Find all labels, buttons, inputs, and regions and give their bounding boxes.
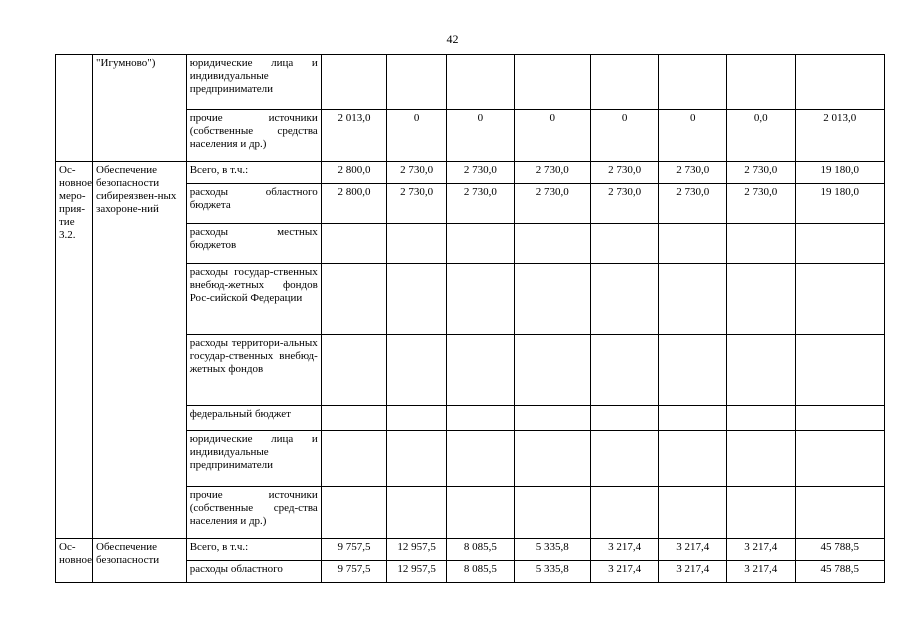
year-value-cell bbox=[514, 431, 590, 487]
year-value-cell bbox=[514, 224, 590, 264]
funding-source-label: юридические лица и индивидуальные предприниматели bbox=[186, 431, 321, 487]
year-value-cell: 2 730,0 bbox=[726, 162, 795, 184]
year-value-cell bbox=[590, 335, 659, 406]
year-value-cell bbox=[321, 487, 386, 539]
funding-source-label: прочие источники (собственные сред-ства населения и др.) bbox=[186, 487, 321, 539]
page-number: 42 bbox=[446, 32, 459, 46]
funding-source-label: юридические лица и индивидуальные предприниматели bbox=[186, 55, 321, 110]
year-value-cell: 9 757,5 bbox=[321, 561, 386, 583]
year-value-cell bbox=[590, 431, 659, 487]
year-value-cell bbox=[447, 224, 515, 264]
total-value-cell: 45 788,5 bbox=[795, 539, 884, 561]
year-value-cell bbox=[514, 335, 590, 406]
funding-source-label: расходы областного бюджета bbox=[186, 184, 321, 224]
year-value-cell bbox=[321, 406, 386, 431]
year-value-cell bbox=[590, 55, 659, 110]
year-value-cell: 3 217,4 bbox=[726, 561, 795, 583]
funding-source-label: Всего, в т.ч.: bbox=[186, 539, 321, 561]
year-value-cell: 3 217,4 bbox=[659, 561, 727, 583]
total-value-cell bbox=[795, 55, 884, 110]
year-value-cell bbox=[447, 487, 515, 539]
total-value-cell: 19 180,0 bbox=[795, 184, 884, 224]
total-value-cell: 2 013,0 bbox=[795, 110, 884, 162]
year-value-cell: 0 bbox=[659, 110, 727, 162]
total-value-cell: 45 788,5 bbox=[795, 561, 884, 583]
year-value-cell bbox=[321, 55, 386, 110]
budget-table bbox=[55, 54, 885, 583]
year-value-cell: 12 957,5 bbox=[387, 561, 447, 583]
total-value-cell bbox=[795, 335, 884, 406]
total-value-cell bbox=[795, 431, 884, 487]
year-value-cell: 0 bbox=[387, 110, 447, 162]
year-value-cell: 12 957,5 bbox=[387, 539, 447, 561]
year-value-cell bbox=[387, 406, 447, 431]
measure-code: Ос-новное меро-прия-тие 3.2. bbox=[56, 162, 93, 539]
year-value-cell: 2 730,0 bbox=[514, 162, 590, 184]
year-value-cell bbox=[726, 406, 795, 431]
year-value-cell: 8 085,5 bbox=[447, 561, 515, 583]
year-value-cell bbox=[659, 264, 727, 335]
year-value-cell bbox=[590, 406, 659, 431]
funding-source-label: расходы местных бюджетов bbox=[186, 224, 321, 264]
year-value-cell: 2 730,0 bbox=[590, 184, 659, 224]
year-value-cell: 2 730,0 bbox=[387, 184, 447, 224]
year-value-cell bbox=[514, 55, 590, 110]
year-value-cell: 0 bbox=[590, 110, 659, 162]
total-value-cell bbox=[795, 406, 884, 431]
year-value-cell bbox=[321, 431, 386, 487]
year-value-cell bbox=[726, 431, 795, 487]
year-value-cell bbox=[590, 224, 659, 264]
funding-source-label: прочие источники (собственные средства населения и др.) bbox=[186, 110, 321, 162]
year-value-cell bbox=[447, 264, 515, 335]
year-value-cell bbox=[590, 264, 659, 335]
year-value-cell bbox=[726, 224, 795, 264]
year-value-cell bbox=[321, 224, 386, 264]
year-value-cell: 2 730,0 bbox=[447, 162, 515, 184]
year-value-cell bbox=[447, 335, 515, 406]
year-value-cell: 2 800,0 bbox=[321, 162, 386, 184]
year-value-cell bbox=[387, 264, 447, 335]
year-value-cell: 0,0 bbox=[726, 110, 795, 162]
year-value-cell bbox=[659, 224, 727, 264]
year-value-cell: 2 013,0 bbox=[321, 110, 386, 162]
year-value-cell: 2 730,0 bbox=[590, 162, 659, 184]
measure-title: "Игумново") bbox=[93, 55, 187, 162]
funding-source-label: расходы государ-ственных внебюд-жетных фондов Рос-сийской Федерации bbox=[186, 264, 321, 335]
table-row bbox=[56, 55, 885, 110]
year-value-cell bbox=[659, 55, 727, 110]
measure-code bbox=[56, 55, 93, 162]
year-value-cell bbox=[726, 55, 795, 110]
funding-source-label: расходы областного bbox=[186, 561, 321, 583]
year-value-cell bbox=[321, 335, 386, 406]
year-value-cell bbox=[447, 431, 515, 487]
year-value-cell bbox=[514, 264, 590, 335]
year-value-cell bbox=[659, 487, 727, 539]
year-value-cell bbox=[659, 431, 727, 487]
year-value-cell: 9 757,5 bbox=[321, 539, 386, 561]
total-value-cell: 19 180,0 bbox=[795, 162, 884, 184]
year-value-cell bbox=[387, 55, 447, 110]
measure-title: Обеспечение безопасности сибиреязвен-ных захороне-ний bbox=[93, 162, 187, 539]
year-value-cell: 3 217,4 bbox=[726, 539, 795, 561]
measure-title: Обеспечение безопасности bbox=[93, 539, 187, 583]
year-value-cell bbox=[321, 264, 386, 335]
year-value-cell bbox=[659, 335, 727, 406]
year-value-cell: 2 730,0 bbox=[659, 162, 727, 184]
year-value-cell bbox=[387, 487, 447, 539]
year-value-cell: 5 335,8 bbox=[514, 561, 590, 583]
year-value-cell: 2 730,0 bbox=[659, 184, 727, 224]
total-value-cell bbox=[795, 264, 884, 335]
year-value-cell: 8 085,5 bbox=[447, 539, 515, 561]
year-value-cell bbox=[387, 224, 447, 264]
year-value-cell bbox=[387, 431, 447, 487]
year-value-cell bbox=[726, 335, 795, 406]
funding-source-label: Всего, в т.ч.: bbox=[186, 162, 321, 184]
year-value-cell: 2 730,0 bbox=[514, 184, 590, 224]
year-value-cell: 2 730,0 bbox=[387, 162, 447, 184]
year-value-cell: 2 730,0 bbox=[447, 184, 515, 224]
total-value-cell bbox=[795, 224, 884, 264]
year-value-cell: 3 217,4 bbox=[590, 539, 659, 561]
year-value-cell: 3 217,4 bbox=[590, 561, 659, 583]
year-value-cell bbox=[726, 264, 795, 335]
year-value-cell bbox=[659, 406, 727, 431]
year-value-cell bbox=[514, 487, 590, 539]
year-value-cell bbox=[447, 55, 515, 110]
year-value-cell bbox=[447, 406, 515, 431]
year-value-cell: 3 217,4 bbox=[659, 539, 727, 561]
funding-source-label: федеральный бюджет bbox=[186, 406, 321, 431]
table-row bbox=[56, 539, 885, 561]
year-value-cell bbox=[387, 335, 447, 406]
year-value-cell: 5 335,8 bbox=[514, 539, 590, 561]
total-value-cell bbox=[795, 487, 884, 539]
funding-source-label: расходы территори-альных государ-ственных внебюд-жетных фондов bbox=[186, 335, 321, 406]
year-value-cell: 0 bbox=[514, 110, 590, 162]
measure-code: Ос-новное bbox=[56, 539, 93, 583]
year-value-cell: 2 730,0 bbox=[726, 184, 795, 224]
table-row bbox=[56, 162, 885, 184]
year-value-cell bbox=[514, 406, 590, 431]
year-value-cell: 0 bbox=[447, 110, 515, 162]
year-value-cell bbox=[590, 487, 659, 539]
year-value-cell bbox=[726, 487, 795, 539]
year-value-cell: 2 800,0 bbox=[321, 184, 386, 224]
table-body bbox=[56, 55, 885, 583]
